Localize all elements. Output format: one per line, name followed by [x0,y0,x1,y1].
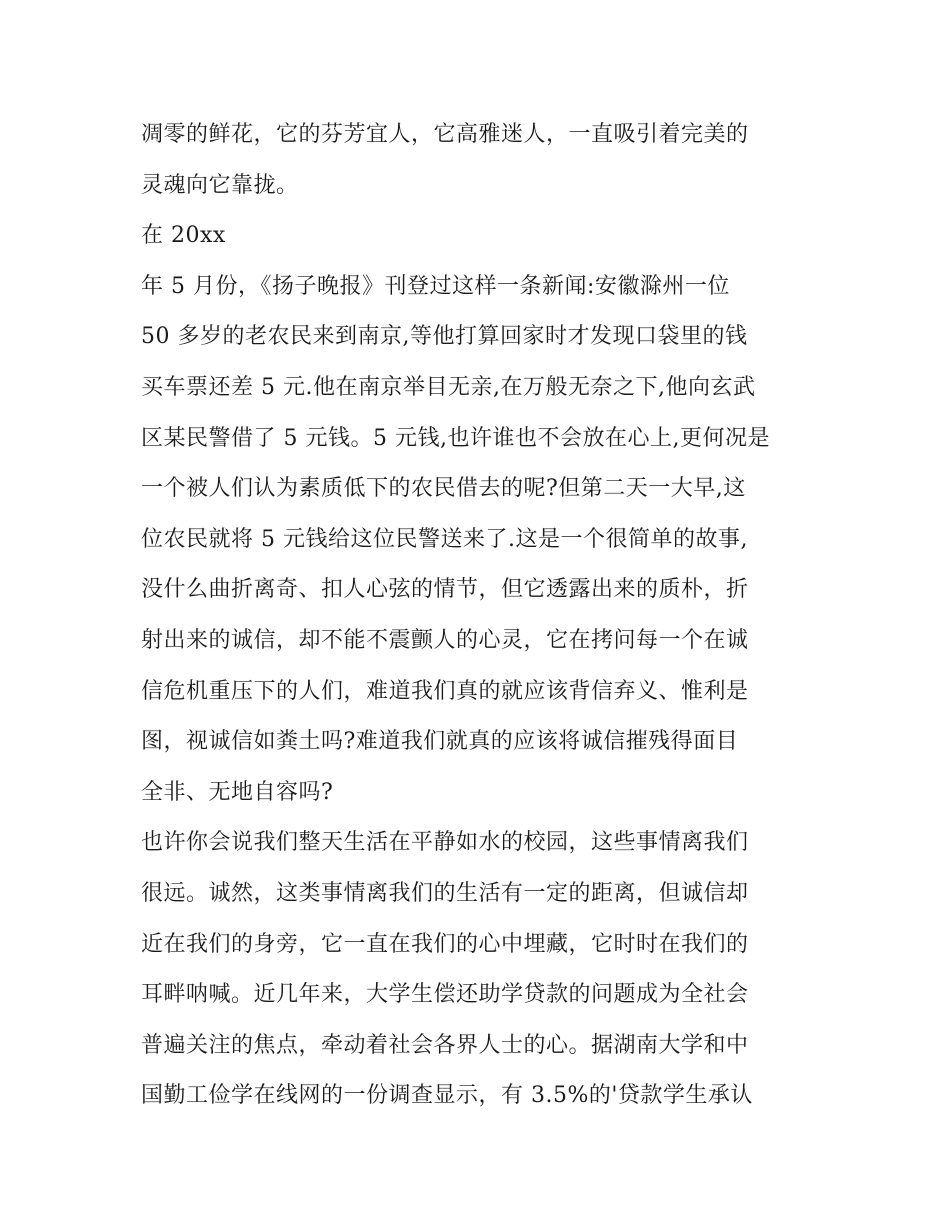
text-line: 没什么曲折离奇、扣人心弦的情节，但它透露出来的质朴，折 [141,577,749,603]
text-line: 全非、无地自容吗? [141,779,334,805]
text-line: 买车票还差 5 元.他在南京举目无亲,在万般无奈之下,他向玄武 [141,374,756,400]
text-line: 年 5 月份，《扬子晚报》刊登过这样一条新闻:安徽滁州一位 [141,273,730,299]
text-line: 也许你会说我们整天生活在平静如水的校园，这些事情离我们 [141,830,749,856]
body-text [141,110,821,1122]
text-line: 位农民就将 5 元钱给这位民警送来了.这是一个很简单的故事, [141,526,748,552]
text-line: 耳畔呐喊。近几年来，大学生偿还助学贷款的问题成为全社会 [141,982,749,1008]
text-line: 普遍关注的焦点，牵动着社会各界人士的心。据湖南大学和中 [141,1032,749,1058]
text-line: 凋零的鲜花，它的芬芳宜人，它高雅迷人，一直吸引着完美的 [141,122,749,147]
text-line: 国勤工俭学在线网的一份调查显示，有 3.5%的'贷款学生承认 [141,1083,753,1109]
text-line: 信危机重压下的人们，难道我们真的就应该背信弃义、惟利是 [141,678,749,704]
text-line: 一个被人们认为素质低下的农民借去的呢?但第二天一大早,这 [141,476,746,502]
text-line: 区某民警借了 5 元钱。5 元钱,也许谁也不会放在心上,更何况是 [141,425,770,451]
text-line: 近在我们的身旁，它一直在我们的心中埋藏，它时时在我们的 [141,931,749,957]
text-line: 灵魂向它靠拢。 [141,172,299,198]
text-line: 很远。诚然，这类事情离我们的生活有一定的距离，但诚信却 [141,880,749,906]
text-line: 射出来的诚信，却不能不震颤人的心灵，它在拷问每一个在诚 [141,627,749,653]
text-line: 在 20xx [141,223,226,249]
text-line: 图，视诚信如粪土吗?难道我们就真的应该将诚信摧残得面目 [141,729,739,755]
text-line: 50 多岁的老农民来到南京,等他打算回家时才发现口袋里的钱 [141,324,748,350]
